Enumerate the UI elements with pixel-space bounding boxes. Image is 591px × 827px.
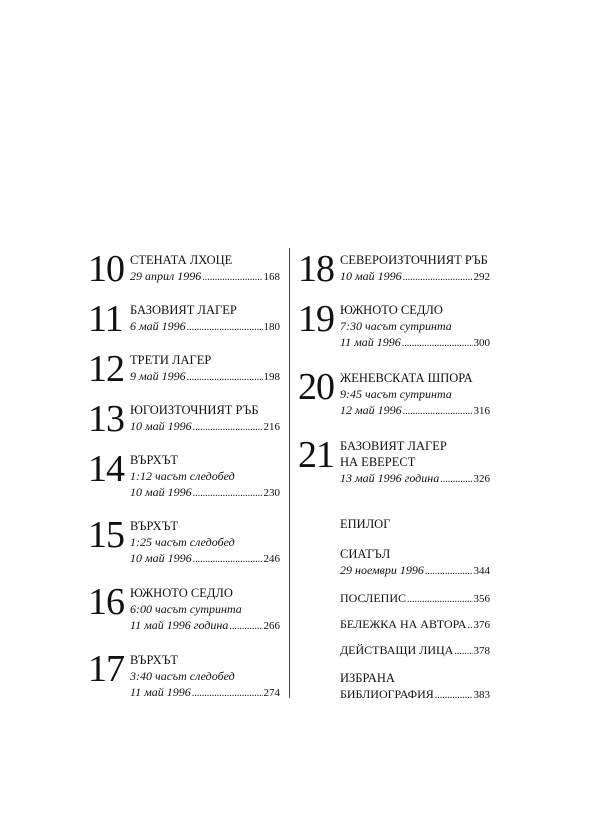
chapter-number: 21 (298, 434, 334, 476)
leader-dots (193, 486, 263, 502)
chapter-title: ВЪРХЪТ (130, 453, 179, 467)
page-number: 266 (263, 620, 280, 632)
chapter-title: ВЪРХЪТ (130, 519, 179, 533)
leader-dots (193, 552, 263, 568)
chapter-time: 1:12 часът следобед (130, 469, 235, 483)
leader-dots (425, 564, 473, 580)
leader-dots (229, 619, 262, 635)
page-number: 246 (263, 553, 280, 565)
chapter-date: 11 май 1996 (340, 335, 401, 349)
page-number: 198 (263, 371, 280, 383)
page-number: 180 (263, 321, 280, 333)
page-number: 292 (473, 271, 490, 283)
leader-dots (192, 686, 263, 702)
page-number: 300 (473, 337, 490, 349)
leader-dots (435, 688, 473, 704)
page-number: 216 (263, 421, 280, 433)
page-number: 168 (263, 271, 280, 283)
chapter-date: 12 май 1996 (340, 403, 402, 417)
author-note-title: БЕЛЕЖКА НА АВТОРА (340, 617, 467, 631)
epilogue-title: ЕПИЛОГ (340, 517, 391, 531)
leader-dots (202, 270, 262, 286)
chapter-title: СЕВЕРОИЗТОЧНИЯТ РЪБ (340, 253, 488, 267)
chapter-title: ЮЖНОТО СЕДЛО (130, 586, 233, 600)
postscript-title: ПОСЛЕПИС (340, 591, 406, 605)
leader-dots (454, 644, 472, 660)
chapter-title-line2: НА ЕВЕРЕСТ (340, 455, 416, 469)
chapter-time: 3:40 часът следобед (130, 669, 235, 683)
leader-dots (403, 404, 473, 420)
bibliography-title-line2: БИБЛИОГРАФИЯ (340, 687, 434, 701)
page-number: 326 (473, 473, 490, 485)
seattle-title: СИАТЪЛ (340, 547, 391, 561)
chapter-number: 13 (88, 398, 124, 440)
bibliography-title-line1: ИЗБРАНА (340, 671, 395, 685)
chapter-date: 13 май 1996 година (340, 471, 440, 485)
chapter-date: 10 май 1996 (340, 269, 402, 283)
chapter-time: 9:45 часът сутринта (340, 387, 452, 401)
page-number: 230 (263, 487, 280, 499)
chapter-title: БАЗОВИЯТ ЛАГЕР (340, 439, 447, 453)
chapter-date: 11 май 1996 (130, 685, 191, 699)
chapter-title: БАЗОВИЯТ ЛАГЕР (130, 303, 237, 317)
leader-dots (467, 618, 472, 634)
page-number: 344 (473, 565, 490, 577)
chapter-number: 11 (88, 298, 123, 340)
chapter-number: 12 (88, 348, 124, 390)
seattle-date: 29 ноември 1996 (340, 563, 424, 577)
chapter-title: ЮГОИЗТОЧНИЯТ РЪБ (130, 403, 259, 417)
chapter-date: 10 май 1996 (130, 419, 192, 433)
chapter-number: 20 (298, 366, 334, 408)
page-number: 356 (473, 593, 490, 605)
leader-dots (440, 472, 472, 488)
page-number: 378 (473, 645, 490, 657)
chapter-number: 10 (88, 248, 124, 290)
chapter-title: ВЪРХЪТ (130, 653, 179, 667)
leader-dots (187, 370, 263, 386)
leader-dots (403, 270, 473, 286)
chapter-number: 17 (88, 648, 124, 690)
leader-dots (407, 592, 473, 608)
chapter-number: 14 (88, 448, 124, 490)
chapter-number: 15 (88, 514, 124, 556)
chapter-title: ЖЕНЕВСКАТА ШПОРА (340, 371, 473, 385)
chapter-time: 1:25 часът следобед (130, 535, 235, 549)
leader-dots (187, 320, 263, 336)
chapter-time: 6:00 часът сутринта (130, 602, 242, 616)
chapter-date: 11 май 1996 година (130, 618, 229, 632)
page-number: 274 (263, 687, 280, 699)
chapter-time: 7:30 часът сутринта (340, 319, 452, 333)
chapter-date: 10 май 1996 (130, 485, 192, 499)
leader-dots (402, 336, 473, 352)
chapter-number: 16 (88, 581, 124, 623)
chapter-date: 29 април 1996 (130, 269, 202, 283)
chapter-date: 9 май 1996 (130, 369, 186, 383)
chapter-title: СТЕНАТА ЛХОЦЕ (130, 253, 233, 267)
characters-title: ДЕЙСТВАЩИ ЛИЦА (340, 643, 454, 657)
chapter-title: ЮЖНОТО СЕДЛО (340, 303, 443, 317)
chapter-title: ТРЕТИ ЛАГЕР (130, 353, 212, 367)
chapter-number: 18 (298, 248, 334, 290)
chapter-number: 19 (298, 298, 334, 340)
page-number: 383 (473, 689, 490, 701)
page-number: 316 (473, 405, 490, 417)
chapter-date: 6 май 1996 (130, 319, 186, 333)
column-divider (289, 248, 290, 698)
page-number: 376 (473, 619, 490, 631)
leader-dots (193, 420, 263, 436)
chapter-date: 10 май 1996 (130, 551, 192, 565)
